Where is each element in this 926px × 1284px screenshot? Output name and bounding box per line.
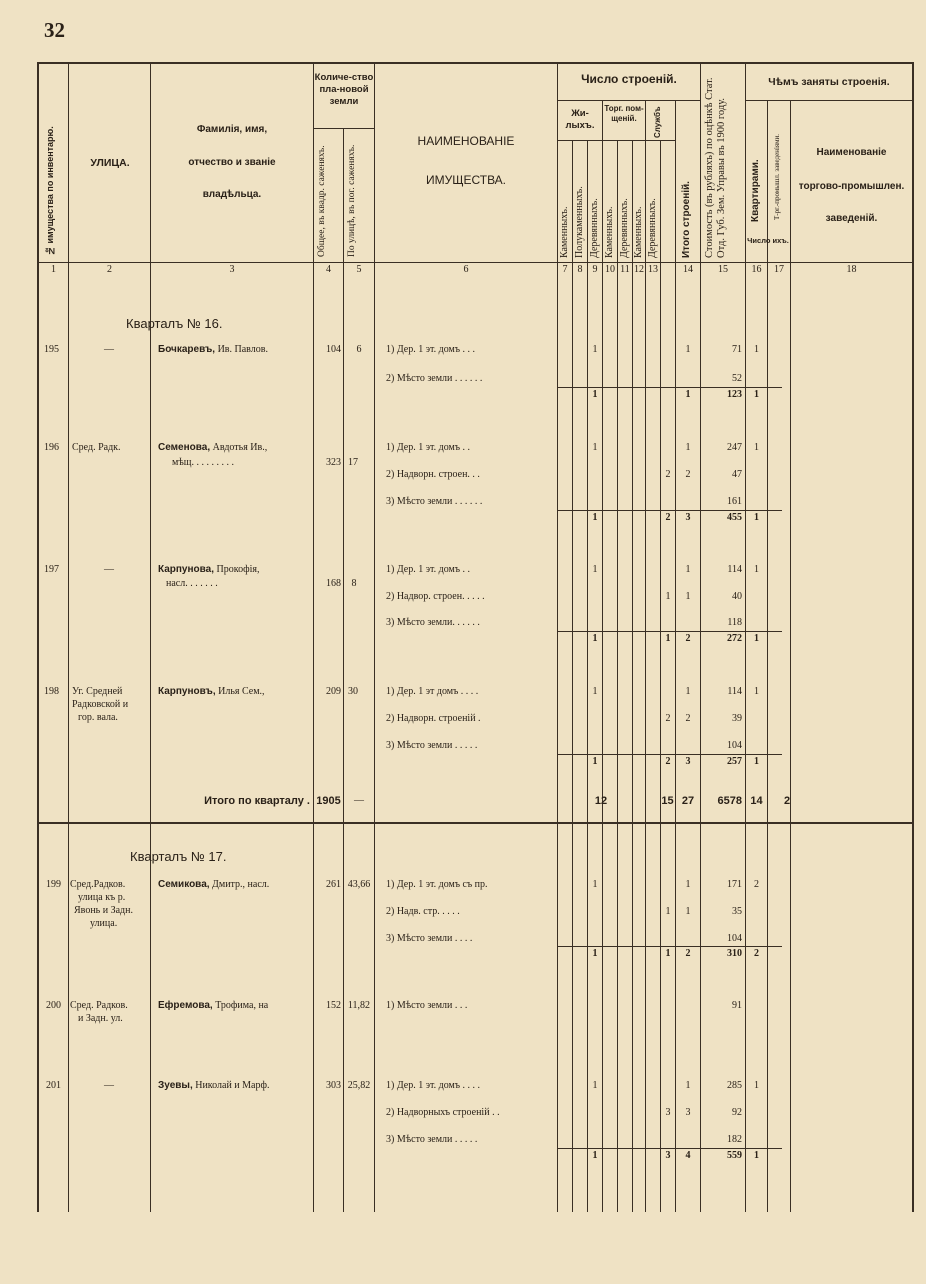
header-wooden-trade: Деревянныхъ. (619, 198, 630, 258)
entry-200-front: 11,82 (347, 1000, 371, 1011)
entry-197-number: 197 (44, 564, 59, 575)
entry-201-v1: 285 (727, 1080, 742, 1091)
entry-200-street-line2: и Задн. ул. (78, 1013, 123, 1024)
entry-196-total-value: 455 (727, 512, 742, 523)
header-semistone-res: Полукаменныхъ. (574, 186, 585, 258)
entry-198-item-2: 2) Надворн. строеній . (386, 713, 481, 724)
quarter-16-total-apartments: 14 (750, 795, 763, 807)
entry-199-owner (158, 879, 269, 890)
entry-200-land: 152 (326, 1000, 341, 1011)
entry-200-owner-name: Трофима, на (215, 1000, 269, 1011)
entry-197-sum-service: 1 (665, 633, 671, 644)
entry-196-street: Сред. Радк. (72, 442, 121, 453)
entry-199-v2: 35 (732, 906, 742, 917)
entry-199-v3: 104 (727, 933, 742, 944)
entry-196-r2-total: 2 (685, 469, 691, 480)
entry-198-street-line3: гор. вала. (78, 712, 118, 723)
entry-196-v2: 47 (732, 469, 742, 480)
header-street: УЛИЦА. (90, 157, 130, 169)
entry-197-owner-name: Прокофія, (216, 564, 260, 575)
colnum-17: 17 (774, 264, 784, 275)
entry-199-sum-wooden: 1 (592, 948, 598, 959)
entry-196-owner-surname: Семенова, (158, 442, 211, 453)
entry-195-number: 195 (44, 344, 59, 355)
entry-201-v3: 182 (727, 1134, 742, 1145)
header-wooden-res: Деревянныхъ. (589, 198, 600, 258)
entry-201-owner-surname: Зуевы, (158, 1080, 193, 1091)
entry-198-item-3: 3) Мѣсто земли . . . . . (386, 740, 478, 751)
entry-197-total-q: 1 (754, 633, 759, 644)
entry-196-item-3: 3) Мѣсто земли . . . . . . (386, 496, 483, 507)
entry-196-sum-total: 3 (685, 512, 691, 523)
quarter-16-total-buildings: 27 (681, 795, 695, 807)
entry-201-total-value: 559 (727, 1150, 742, 1161)
entry-195-owner-name: Ив. Павлов. (217, 344, 268, 355)
colnum-11: 11 (620, 264, 630, 275)
entry-198-total-value: 257 (727, 756, 742, 767)
header-trade-premises: Торг. пом-щеній. (604, 104, 644, 123)
entry-201-number: 201 (46, 1080, 61, 1091)
entry-196-item-2: 2) Надворн. строен. . . (386, 469, 480, 480)
quarter-16-total-wooden: 12 (594, 795, 608, 807)
entry-197-front: 8 (351, 578, 357, 589)
entry-195-total-q: 1 (754, 389, 759, 400)
colnum-13: 13 (648, 264, 658, 275)
entry-195-r1-wooden: 1 (592, 344, 598, 355)
entry-195-item-2: 2) Мѣсто земли . . . . . . (386, 373, 483, 384)
quarter-16-total-service: 15 (661, 795, 674, 807)
header-stone-trade: Каменныхъ. (604, 206, 615, 258)
quarter-16-title: Кварталъ № 16. (126, 316, 223, 331)
quarter-16-total-land: 1905 (316, 795, 341, 807)
entry-195-item-1: 1) Дер. 1 эт. домъ . . . (386, 344, 476, 355)
entry-198-r2-service: 2 (665, 713, 671, 724)
header-land: Количе-ство пла-новой земли (314, 72, 374, 107)
entry-199-total-value: 310 (727, 948, 742, 959)
entry-199-land: 261 (326, 879, 341, 890)
header-owner-line1: Фамилія, имя, (196, 124, 268, 135)
entry-198-land: 209 (326, 686, 341, 697)
entry-198-total-q: 1 (754, 756, 759, 767)
header-trade-name-line1: Наименованіе (816, 147, 887, 158)
entry-197-r2-service: 1 (665, 591, 671, 602)
entry-199-front: 43,66 (347, 879, 371, 890)
entry-198-sum-total: 3 (685, 756, 691, 767)
entry-198-r1-total: 1 (685, 686, 691, 697)
header-service: Службъ (653, 106, 662, 138)
entry-200-owner-surname: Ефремова, (158, 1000, 213, 1011)
entry-197-item-1: 1) Дер. 1 эт. домъ . . (386, 564, 471, 575)
quarter-16-total-label: Итого по кварталу . (204, 795, 310, 807)
quarter-16-total-trade: 2 (783, 795, 791, 807)
header-land-street: По улицѣ, въ пог. саженяхъ. (347, 144, 357, 257)
colnum-7: 7 (562, 264, 568, 275)
entry-199-item-1: 1) Дер. 1 эт. домъ съ пр. (386, 879, 488, 890)
entry-196-total-q: 1 (754, 512, 759, 523)
entry-199-item-2: 2) Надв. стр. . . . . (386, 906, 460, 917)
entry-199-owner-surname: Семикова, (158, 879, 210, 890)
entry-201-land: 303 (326, 1080, 341, 1091)
colnum-1: 1 (51, 264, 56, 275)
colnum-14: 14 (683, 264, 693, 275)
entry-197-v3: 118 (727, 617, 742, 628)
entry-198-owner (158, 686, 265, 697)
entry-197-owner (158, 564, 259, 575)
entry-201-street: — (104, 1080, 114, 1091)
entry-201-r2-total: 3 (685, 1107, 691, 1118)
colnum-4: 4 (326, 264, 331, 275)
entry-201-item-2: 2) Надворныхъ строеній . . (386, 1107, 500, 1118)
entry-195-sum-total: 1 (685, 389, 691, 400)
entry-198-sum-service: 2 (665, 756, 671, 767)
entry-201-sum-wooden: 1 (592, 1150, 598, 1161)
entry-198-item-1: 1) Дер. 1 эт домъ . . . . (386, 686, 479, 697)
entry-200-item-1: 1) Мѣсто земли . . . (386, 1000, 468, 1011)
header-property-line1: НАИМЕНОВАНІЕ (417, 134, 515, 148)
entry-199-r2-total: 1 (685, 906, 691, 917)
header-property-line2: ИМУЩЕСТВА. (425, 173, 507, 187)
header-value: Стоимость (въ рубляхъ) по оцѣнкѣ Стат. Отд. Губ. Зем. Управы въ 1900 году. (704, 77, 727, 258)
entry-195-street: — (104, 344, 114, 355)
entry-197-v2: 40 (732, 591, 742, 602)
header-residential: Жи-лыхъ. (565, 108, 595, 131)
entry-196-land: 323 (326, 457, 341, 468)
entry-195-sum-wooden: 1 (592, 389, 598, 400)
quarter-17-title: Кварталъ № 17. (130, 849, 227, 864)
entry-201-item-3: 3) Мѣсто земли . . . . . (386, 1134, 478, 1145)
entry-198-v2: 39 (732, 713, 742, 724)
entry-201-owner-name: Николай и Марф. (195, 1080, 270, 1091)
entry-195-land: 104 (326, 344, 341, 355)
entry-197-v1: 114 (727, 564, 742, 575)
colnum-8: 8 (577, 264, 583, 275)
entry-195-front: 6 (356, 344, 362, 355)
header-trade-establishments: Т-рг.-промышл. заведеніями. (773, 133, 781, 220)
entry-199-owner-name: Дмитр., насл. (212, 879, 270, 890)
entry-196-owner-line2: мѣщ. . . . . . . . . (172, 457, 234, 468)
colnum-5: 5 (356, 264, 362, 275)
entry-198-owner-surname: Карпуновъ, (158, 686, 216, 697)
colnum-10: 10 (605, 264, 615, 275)
header-count: Число ихъ. (747, 236, 789, 245)
header-inventory-number: № имущества по инвентарю. (45, 126, 55, 256)
entry-195-owner-surname: Бочкаревъ, (158, 344, 216, 355)
entry-197-r2-total: 1 (685, 591, 691, 602)
header-wooden-service: Деревянныхъ. (647, 198, 658, 258)
entry-198-r1-wooden: 1 (592, 686, 598, 697)
entry-196-sum-service: 2 (665, 512, 671, 523)
entry-199-street-line3: Явонь и Задн. (74, 905, 133, 916)
entry-200-number: 200 (46, 1000, 61, 1011)
entry-198-number: 198 (44, 686, 59, 697)
header-occupied: Чѣмъ заняты строенія. (768, 76, 890, 88)
entry-198-street: Уг. Средней (72, 686, 123, 697)
entry-197-owner-surname: Карпунова, (158, 564, 215, 575)
entry-201-sum-total: 4 (685, 1150, 691, 1161)
entry-198-owner-name: Илья Сем., (218, 686, 265, 697)
header-owner-line3: владѣльца. (202, 189, 262, 200)
entry-196-r1-total: 1 (685, 442, 691, 453)
entry-201-v2: 92 (732, 1107, 742, 1118)
entry-201-r1-wooden: 1 (592, 1080, 598, 1091)
entry-197-land: 168 (326, 578, 341, 589)
entry-199-street: Сред.Радков. (70, 879, 126, 890)
entry-197-item-2: 2) Надвор. строен. . . . . (386, 591, 485, 602)
entry-198-front: 30 (348, 686, 358, 697)
entry-198-v3: 104 (727, 740, 742, 751)
colnum-18: 18 (846, 264, 857, 275)
entry-196-owner-name: Авдотья Ив., (212, 442, 268, 453)
entry-199-r2-service: 1 (665, 906, 671, 917)
entry-196-q1: 1 (754, 442, 759, 453)
entry-199-sum-total: 2 (685, 948, 691, 959)
entry-196-item-1: 1) Дер. 1 эт. домъ . . (386, 442, 471, 453)
entry-201-front: 25,82 (347, 1080, 371, 1091)
entry-196-v1: 247 (727, 442, 742, 453)
entry-197-total-value: 272 (727, 633, 742, 644)
entry-199-sum-service: 1 (665, 948, 671, 959)
entry-199-r1-total: 1 (685, 879, 691, 890)
entry-199-street-line2: улица къ р. (78, 892, 126, 903)
entry-196-r1-wooden: 1 (592, 442, 598, 453)
entry-197-street: — (104, 564, 114, 575)
header-land-total: Общее, въ квадр. саженяхъ. (317, 145, 327, 257)
entry-195-total-value: 123 (727, 389, 742, 400)
colnum-3: 3 (229, 264, 235, 275)
colnum-12: 12 (634, 264, 644, 275)
header-stone-res: Каменныхъ. (559, 206, 570, 258)
entry-196-owner (158, 442, 267, 453)
header-apartments: Квартирами. (750, 159, 761, 222)
entry-200-v1: 91 (732, 1000, 742, 1011)
entry-197-sum-wooden: 1 (592, 633, 598, 644)
entry-201-sum-service: 3 (665, 1150, 671, 1161)
entry-197-r1-total: 1 (685, 564, 691, 575)
entry-199-number: 199 (46, 879, 61, 890)
entry-198-street-line2: Радковской и (72, 699, 129, 710)
header-total-buildings: Итого строеній. (681, 181, 692, 258)
entry-195-q1: 1 (754, 344, 759, 355)
entry-197-item-3: 3) Мѣсто земли. . . . . . (386, 617, 480, 628)
entry-199-q1: 2 (754, 879, 759, 890)
entry-199-v1: 171 (727, 879, 742, 890)
entry-199-item-3: 3) Мѣсто земли . . . . (386, 933, 473, 944)
entry-198-sum-wooden: 1 (592, 756, 598, 767)
entry-197-q1: 1 (754, 564, 759, 575)
header-stone-service: Каменныхъ. (633, 206, 644, 258)
entry-196-front: 17 (348, 457, 358, 468)
entry-200-owner (158, 1000, 268, 1011)
entry-199-r1-wooden: 1 (592, 879, 598, 890)
entry-201-r2-service: 3 (665, 1107, 671, 1118)
header-buildings: Число строеній. (581, 72, 677, 86)
entry-201-item-1: 1) Дер. 1 эт. домъ . . . . (386, 1080, 481, 1091)
entry-200-street: Сред. Радков. (70, 1000, 128, 1011)
entry-197-r1-wooden: 1 (592, 564, 598, 575)
colnum-9: 9 (592, 264, 598, 275)
entry-196-v3: 161 (727, 496, 742, 507)
entry-201-owner (158, 1080, 269, 1091)
entry-197-owner-line2: насл. . . . . . . (166, 578, 218, 589)
entry-195-r1-total: 1 (685, 344, 691, 355)
entry-196-number: 196 (44, 442, 59, 453)
entry-198-q1: 1 (754, 686, 759, 697)
colnum-6: 6 (463, 264, 469, 275)
entry-197-sum-total: 2 (685, 633, 691, 644)
header-trade-name-line2: торгово-промышлен. (798, 181, 905, 192)
entry-199-total-q: 2 (754, 948, 759, 959)
entry-195-owner (158, 344, 268, 355)
entry-198-r2-total: 2 (685, 713, 691, 724)
quarter-16-total-front: — (354, 795, 364, 806)
entry-195-v1: 71 (732, 344, 742, 355)
quarter-16-total-value: 6578 (717, 795, 742, 807)
entry-196-r2-service: 2 (665, 469, 671, 480)
page-number: 32 (44, 18, 65, 42)
entry-201-q1: 1 (754, 1080, 759, 1091)
header-trade-name-line3: заведеній. (825, 213, 878, 224)
colnum-16: 16 (751, 264, 762, 275)
entry-198-v1: 114 (727, 686, 742, 697)
entry-196-sum-wooden: 1 (592, 512, 598, 523)
colnum-2: 2 (107, 264, 112, 275)
entry-195-v2: 52 (732, 373, 742, 384)
entry-201-r1-total: 1 (685, 1080, 691, 1091)
header-owner-line2: отчество и званіе (188, 157, 276, 168)
entry-199-street-line4: улица. (90, 918, 118, 929)
colnum-15: 15 (718, 264, 728, 275)
entry-201-total-q: 1 (754, 1150, 759, 1161)
